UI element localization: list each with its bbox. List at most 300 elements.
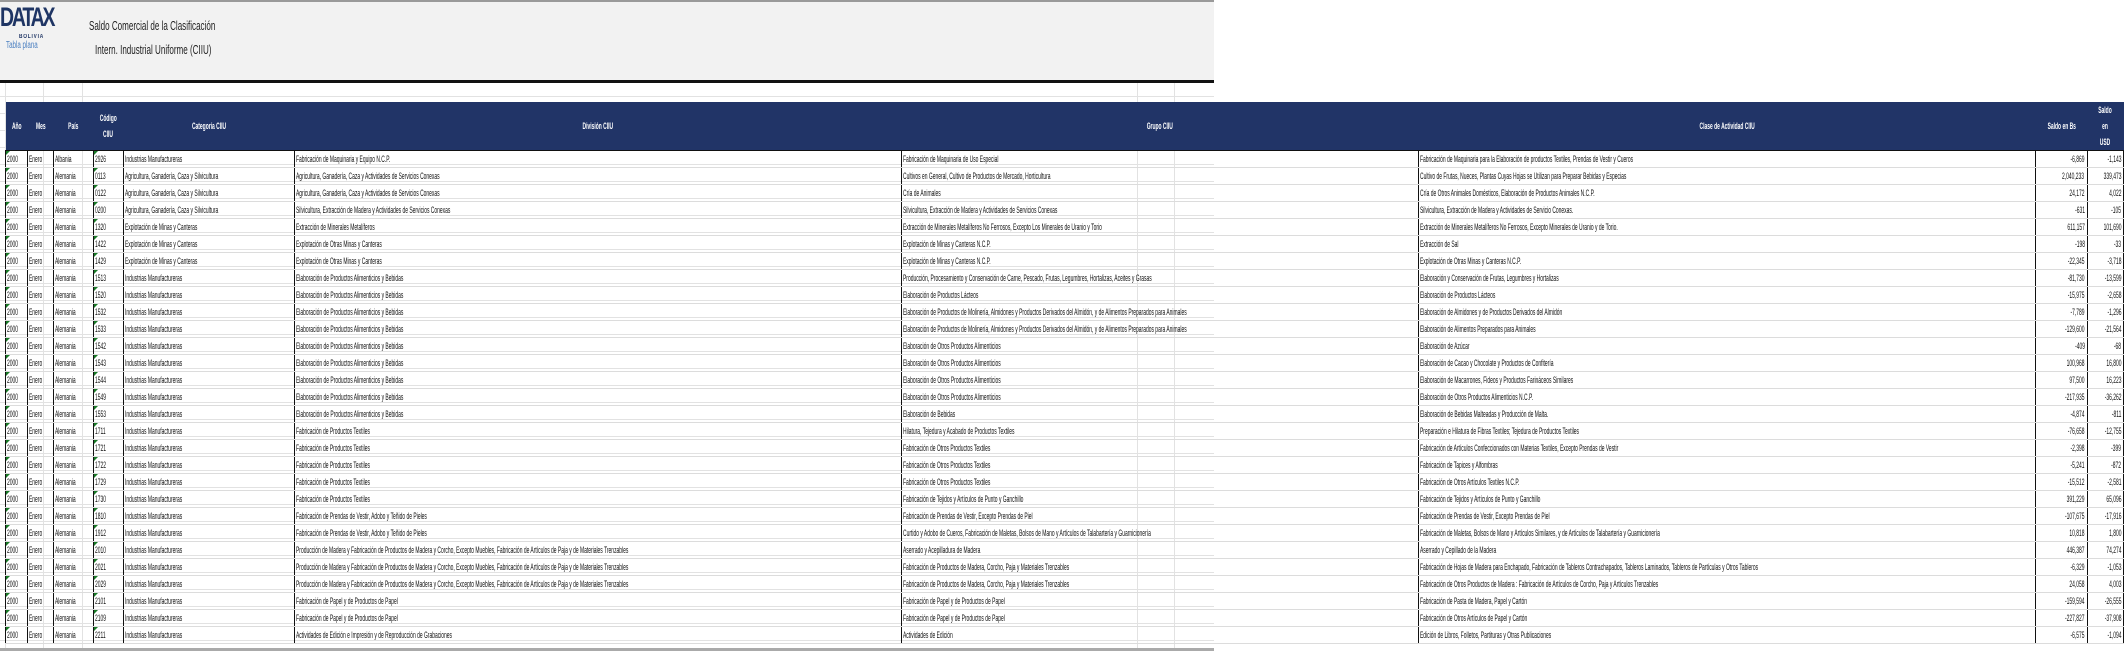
tabla-plana-link[interactable]: Tabla plana: [6, 40, 38, 51]
cell-group[interactable]: Extracción de Minerales Metalíferos No Ferrosos, Excepto Los Minerales de Uranio y Torio: [901, 219, 1419, 236]
cell-balance-bs[interactable]: -409: [2036, 338, 2088, 355]
cell-code[interactable]: 1544: [93, 372, 123, 389]
cell-class[interactable]: Fabricación de Pasta de Madera, Papel y Cartón: [1419, 593, 2036, 610]
cell-category[interactable]: Explotación de Minas y Canteras: [123, 219, 295, 236]
cell-country[interactable]: Alemania: [54, 406, 94, 423]
cell-balance-bs[interactable]: -15,512: [2036, 474, 2088, 491]
cell-code[interactable]: 1730: [93, 491, 123, 508]
cell-country[interactable]: Alemania: [54, 287, 94, 304]
cell-year[interactable]: 2000: [6, 372, 28, 389]
cell-division[interactable]: Fabricación de Papel y de Productos de Papel: [295, 593, 901, 610]
cell-balance-usd[interactable]: -17,916: [2087, 508, 2124, 525]
cell-group[interactable]: Elaboración de Otros Productos Alimenticios: [901, 389, 1419, 406]
cell-balance-usd[interactable]: 4,003: [2087, 576, 2124, 593]
cell-class[interactable]: Fabricación de Prendas de Vestir, Excepto Prendas de Piel: [1419, 508, 2036, 525]
cell-country[interactable]: Albania: [54, 151, 94, 168]
cell-category[interactable]: Industrias Manufactureras: [123, 389, 295, 406]
cell-division[interactable]: Producción de Madera y Fabricación de Productos de Madera y Corcho, Excepto Muebles, Fabricación de Artículos de Paja y de Materiales Trenzables: [295, 559, 901, 576]
cell-balance-bs[interactable]: 24,058: [2036, 576, 2088, 593]
cell-year[interactable]: 2000: [6, 491, 28, 508]
cell-code[interactable]: 1320: [93, 219, 123, 236]
cell-category[interactable]: Industrias Manufactureras: [123, 372, 295, 389]
cell-group[interactable]: Cría de Animales: [901, 185, 1419, 202]
cell-month[interactable]: Enero: [28, 253, 54, 270]
cell-year[interactable]: 2000: [6, 542, 28, 559]
cell-month[interactable]: Enero: [28, 457, 54, 474]
cell-code[interactable]: 1810: [93, 508, 123, 525]
cell-class[interactable]: Elaboración de Alimentos Preparados para Animales: [1419, 321, 2036, 338]
column-header-country[interactable]: País: [54, 102, 94, 151]
cell-division[interactable]: Elaboración de Productos Alimenticios y Bebidas: [295, 355, 901, 372]
cell-category[interactable]: Agricultura, Ganadería, Caza y Silvicultura: [123, 185, 295, 202]
cell-group[interactable]: Elaboración de Otros Productos Alimenticios: [901, 355, 1419, 372]
cell-category[interactable]: Industrias Manufactureras: [123, 406, 295, 423]
column-header-group[interactable]: Grupo CIIU: [901, 102, 1419, 151]
cell-month[interactable]: Enero: [28, 338, 54, 355]
cell-group[interactable]: Elaboración de Otros Productos Alimenticios: [901, 372, 1419, 389]
cell-month[interactable]: Enero: [28, 372, 54, 389]
cell-balance-bs[interactable]: 24,172: [2036, 185, 2088, 202]
cell-category[interactable]: Explotación de Minas y Canteras: [123, 236, 295, 253]
cell-group[interactable]: Elaboración de Productos Lácteos: [901, 287, 1419, 304]
cell-country[interactable]: Alemania: [54, 185, 94, 202]
cell-division[interactable]: Fabricación de Prendas de Vestir, Adobo y Teñido de Pieles: [295, 525, 901, 542]
cell-group[interactable]: Explotación de Minas y Canteras N.C.P.: [901, 236, 1419, 253]
cell-balance-usd[interactable]: -2,581: [2087, 474, 2124, 491]
cell-division[interactable]: Agricultura, Ganadería, Caza y Actividades de Servicios Conexas: [295, 168, 901, 185]
cell-balance-bs[interactable]: 391,229: [2036, 491, 2088, 508]
cell-year[interactable]: 2000: [6, 185, 28, 202]
cell-category[interactable]: Industrias Manufactureras: [123, 559, 295, 576]
cell-country[interactable]: Alemania: [54, 610, 94, 627]
cell-balance-bs[interactable]: -15,975: [2036, 287, 2088, 304]
cell-year[interactable]: 2000: [6, 202, 28, 219]
cell-division[interactable]: Explotación de Otras Minas y Canteras: [295, 253, 901, 270]
cell-balance-usd[interactable]: -872: [2087, 457, 2124, 474]
cell-balance-bs[interactable]: 97,500: [2036, 372, 2088, 389]
cell-class[interactable]: Fabricación de Maletas, Bolsos de Mano y Artículos Similares, y de Artículos de Talabartería y Guarnicionería: [1419, 525, 2036, 542]
cell-balance-usd[interactable]: -36,262: [2087, 389, 2124, 406]
cell-country[interactable]: Alemania: [54, 168, 94, 185]
cell-country[interactable]: Alemania: [54, 423, 94, 440]
cell-year[interactable]: 2000: [6, 151, 28, 168]
cell-balance-bs[interactable]: 2,040,233: [2036, 168, 2088, 185]
cell-balance-usd[interactable]: 16,800: [2087, 355, 2124, 372]
cell-class[interactable]: Elaboración de Otros Productos Alimenticios N.C.P.: [1419, 389, 2036, 406]
cell-category[interactable]: Industrias Manufactureras: [123, 287, 295, 304]
cell-country[interactable]: Alemania: [54, 372, 94, 389]
cell-category[interactable]: Industrias Manufactureras: [123, 440, 295, 457]
cell-class[interactable]: Fabricación de Tejidos y Artículos de Punto y Ganchillo: [1419, 491, 2036, 508]
cell-month[interactable]: Enero: [28, 627, 54, 644]
cell-code[interactable]: 1520: [93, 287, 123, 304]
cell-division[interactable]: Fabricación de Productos Textiles: [295, 440, 901, 457]
cell-year[interactable]: 2000: [6, 338, 28, 355]
cell-division[interactable]: Producción de Madera y Fabricación de Productos de Madera y Corcho, Excepto Muebles, Fabricación de Artículos de Paja y de Materiales Trenzables: [295, 576, 901, 593]
cell-category[interactable]: Industrias Manufactureras: [123, 457, 295, 474]
cell-country[interactable]: Alemania: [54, 236, 94, 253]
cell-balance-bs[interactable]: -22,345: [2036, 253, 2088, 270]
cell-group[interactable]: Aserrado y Acepilladura de Madera: [901, 542, 1419, 559]
cell-code[interactable]: 1722: [93, 457, 123, 474]
cell-code[interactable]: 2101: [93, 593, 123, 610]
cell-category[interactable]: Industrias Manufactureras: [123, 508, 295, 525]
cell-year[interactable]: 2000: [6, 168, 28, 185]
cell-balance-usd[interactable]: -811: [2087, 406, 2124, 423]
cell-division[interactable]: Silvicultura, Extracción de Madera y Actividades de Servicios Conexas: [295, 202, 901, 219]
cell-category[interactable]: Industrias Manufactureras: [123, 338, 295, 355]
column-header-code[interactable]: Código CIIU: [93, 102, 123, 151]
cell-division[interactable]: Elaboración de Productos Alimenticios y Bebidas: [295, 406, 901, 423]
cell-class[interactable]: Elaboración de Productos Lácteos: [1419, 287, 2036, 304]
cell-balance-bs[interactable]: -631: [2036, 202, 2088, 219]
cell-year[interactable]: 2000: [6, 525, 28, 542]
cell-country[interactable]: Alemania: [54, 525, 94, 542]
cell-month[interactable]: Enero: [28, 406, 54, 423]
cell-category[interactable]: Industrias Manufactureras: [123, 610, 295, 627]
cell-category[interactable]: Industrias Manufactureras: [123, 627, 295, 644]
cell-year[interactable]: 2000: [6, 508, 28, 525]
cell-country[interactable]: Alemania: [54, 304, 94, 321]
cell-class[interactable]: Elaboración de Azúcar: [1419, 338, 2036, 355]
cell-country[interactable]: Alemania: [54, 219, 94, 236]
cell-code[interactable]: 1542: [93, 338, 123, 355]
cell-month[interactable]: Enero: [28, 168, 54, 185]
cell-class[interactable]: Elaboración y Conservación de Frutas, Legumbres y Hortalizas: [1419, 270, 2036, 287]
cell-month[interactable]: Enero: [28, 304, 54, 321]
cell-country[interactable]: Alemania: [54, 491, 94, 508]
cell-code[interactable]: 1549: [93, 389, 123, 406]
cell-class[interactable]: Edición de Libros, Folletos, Partituras y Otras Publicaciones: [1419, 627, 2036, 644]
cell-category[interactable]: Industrias Manufactureras: [123, 474, 295, 491]
cell-category[interactable]: Industrias Manufactureras: [123, 576, 295, 593]
cell-month[interactable]: Enero: [28, 440, 54, 457]
cell-division[interactable]: Elaboración de Productos Alimenticios y Bebidas: [295, 321, 901, 338]
cell-country[interactable]: Alemania: [54, 389, 94, 406]
cell-year[interactable]: 2000: [6, 389, 28, 406]
cell-division[interactable]: Elaboración de Productos Alimenticios y Bebidas: [295, 287, 901, 304]
cell-group[interactable]: Fabricación de Maquinaria de Uso Especial: [901, 151, 1419, 168]
cell-balance-bs[interactable]: 446,387: [2036, 542, 2088, 559]
cell-balance-bs[interactable]: -76,658: [2036, 423, 2088, 440]
cell-country[interactable]: Alemania: [54, 440, 94, 457]
cell-category[interactable]: Explotación de Minas y Canteras: [123, 253, 295, 270]
cell-year[interactable]: 2000: [6, 576, 28, 593]
cell-code[interactable]: 1912: [93, 525, 123, 542]
cell-code[interactable]: 1422: [93, 236, 123, 253]
cell-year[interactable]: 2000: [6, 236, 28, 253]
cell-group[interactable]: Elaboración de Productos de Molinería, Almidones y Productos Derivados del Almidón, y de Alimentos Preparados para Animales: [901, 304, 1419, 321]
cell-code[interactable]: 1533: [93, 321, 123, 338]
cell-month[interactable]: Enero: [28, 610, 54, 627]
cell-division[interactable]: Extracción de Minerales Metalíferos: [295, 219, 901, 236]
cell-balance-usd[interactable]: 16,223: [2087, 372, 2124, 389]
cell-balance-bs[interactable]: -129,600: [2036, 321, 2088, 338]
cell-balance-bs[interactable]: -81,730: [2036, 270, 2088, 287]
cell-group[interactable]: Elaboración de Productos de Molinería, Almidones y Productos Derivados del Almidón, y de Alimentos Preparados para Animales: [901, 321, 1419, 338]
cell-category[interactable]: Industrias Manufactureras: [123, 151, 295, 168]
cell-category[interactable]: Agricultura, Ganadería, Caza y Silvicultura: [123, 168, 295, 185]
cell-division[interactable]: Explotación de Otras Minas y Canteras: [295, 236, 901, 253]
cell-code[interactable]: 1553: [93, 406, 123, 423]
cell-group[interactable]: Elaboración de Bebidas: [901, 406, 1419, 423]
cell-category[interactable]: Industrias Manufactureras: [123, 423, 295, 440]
cell-month[interactable]: Enero: [28, 219, 54, 236]
cell-month[interactable]: Enero: [28, 576, 54, 593]
cell-class[interactable]: Fabricación de Hojas de Madera para Enchapado, Fabricación de Tableros Contrachapados, Tableros Laminados, Tableros de Partículas y Otros Tableros: [1419, 559, 2036, 576]
cell-group[interactable]: Producción, Procesamiento y Conservación de Carne, Pescado, Frutas, Legumbres, Hortalizas, Aceites y Grasas: [901, 270, 1419, 287]
cell-balance-usd[interactable]: -21,564: [2087, 321, 2124, 338]
cell-group[interactable]: Fabricación de Otros Productos Textiles: [901, 440, 1419, 457]
cell-group[interactable]: Fabricación de Productos de Madera, Corcho, Paja y Materiales Trenzables: [901, 576, 1419, 593]
cell-year[interactable]: 2000: [6, 627, 28, 644]
cell-class[interactable]: Elaboración de Macarrones, Fideos y Productos Farináceos Similares: [1419, 372, 2036, 389]
cell-class[interactable]: Preparación e Hilatura de Fibras Textiles; Tejedura de Productos Textiles: [1419, 423, 2036, 440]
cell-balance-bs[interactable]: -6,869: [2036, 151, 2088, 168]
cell-group[interactable]: Actividades de Edición: [901, 627, 1419, 644]
cell-month[interactable]: Enero: [28, 202, 54, 219]
cell-year[interactable]: 2000: [6, 219, 28, 236]
cell-balance-bs[interactable]: -6,329: [2036, 559, 2088, 576]
cell-division[interactable]: Fabricación de Productos Textiles: [295, 474, 901, 491]
cell-code[interactable]: 2109: [93, 610, 123, 627]
cell-month[interactable]: Enero: [28, 321, 54, 338]
cell-class[interactable]: Fabricación de Artículos Confeccionados con Materias Textiles, Excepto Prendas de Vestir: [1419, 440, 2036, 457]
cell-country[interactable]: Alemania: [54, 355, 94, 372]
cell-balance-bs[interactable]: -198: [2036, 236, 2088, 253]
cell-month[interactable]: Enero: [28, 525, 54, 542]
cell-category[interactable]: Agricultura, Ganadería, Caza y Silvicultura: [123, 202, 295, 219]
cell-balance-usd[interactable]: -13,599: [2087, 270, 2124, 287]
cell-group[interactable]: Elaboración de Otros Productos Alimenticios: [901, 338, 1419, 355]
cell-balance-bs[interactable]: -4,874: [2036, 406, 2088, 423]
cell-month[interactable]: Enero: [28, 270, 54, 287]
cell-category[interactable]: Industrias Manufactureras: [123, 304, 295, 321]
cell-code[interactable]: 0122: [93, 185, 123, 202]
cell-class[interactable]: Silvicultura, Extracción de Madera y Actividades de Servicio Conexas.: [1419, 202, 2036, 219]
cell-country[interactable]: Alemania: [54, 474, 94, 491]
cell-balance-bs[interactable]: -159,594: [2036, 593, 2088, 610]
cell-class[interactable]: Explotación de Otras Minas y Canteras N.C.P.: [1419, 253, 2036, 270]
cell-code[interactable]: 2029: [93, 576, 123, 593]
cell-year[interactable]: 2000: [6, 355, 28, 372]
cell-code[interactable]: 0113: [93, 168, 123, 185]
cell-month[interactable]: Enero: [28, 542, 54, 559]
cell-balance-bs[interactable]: -2,398: [2036, 440, 2088, 457]
cell-class[interactable]: Aserrado y Cepillado de la Madera: [1419, 542, 2036, 559]
cell-month[interactable]: Enero: [28, 389, 54, 406]
cell-month[interactable]: Enero: [28, 236, 54, 253]
cell-balance-usd[interactable]: -26,555: [2087, 593, 2124, 610]
cell-division[interactable]: Agricultura, Ganadería, Caza y Actividades de Servicios Conexas: [295, 185, 901, 202]
cell-division[interactable]: Fabricación de Maquinaria y Equipo N.C.P.: [295, 151, 901, 168]
cell-balance-bs[interactable]: -217,935: [2036, 389, 2088, 406]
cell-country[interactable]: Alemania: [54, 202, 94, 219]
cell-year[interactable]: 2000: [6, 287, 28, 304]
cell-group[interactable]: Fabricación de Prendas de Vestir, Excepto Prendas de Piel: [901, 508, 1419, 525]
cell-country[interactable]: Alemania: [54, 559, 94, 576]
cell-group[interactable]: Fabricación de Otros Productos Textiles: [901, 474, 1419, 491]
cell-month[interactable]: Enero: [28, 287, 54, 304]
cell-balance-usd[interactable]: 74,274: [2087, 542, 2124, 559]
cell-balance-usd[interactable]: -68: [2087, 338, 2124, 355]
cell-country[interactable]: Alemania: [54, 627, 94, 644]
cell-class[interactable]: Extracción de Minerales Metalíferos No Ferrosos, Excepto Minerales de Uranio y de Torio.: [1419, 219, 2036, 236]
cell-class[interactable]: Cultivo de Frutas, Nueces, Plantas Cuyas Hojas se Utilizan para Preparar Bebidas y Especias: [1419, 168, 2036, 185]
cell-year[interactable]: 2000: [6, 423, 28, 440]
cell-division[interactable]: Fabricación de Productos Textiles: [295, 457, 901, 474]
cell-balance-bs[interactable]: -5,241: [2036, 457, 2088, 474]
cell-division[interactable]: Elaboración de Productos Alimenticios y Bebidas: [295, 304, 901, 321]
cell-balance-bs[interactable]: -6,575: [2036, 627, 2088, 644]
cell-class[interactable]: Cría de Otros Animales Domésticos, Elaboración de Productos Animales N.C.P.: [1419, 185, 2036, 202]
cell-balance-bs[interactable]: 100,968: [2036, 355, 2088, 372]
cell-country[interactable]: Alemania: [54, 253, 94, 270]
cell-code[interactable]: 1543: [93, 355, 123, 372]
cell-balance-usd[interactable]: -1,053: [2087, 559, 2124, 576]
cell-code[interactable]: 1532: [93, 304, 123, 321]
cell-class[interactable]: Elaboración de Bebidas Malteadas y Producción de Malta.: [1419, 406, 2036, 423]
cell-balance-usd[interactable]: -3,718: [2087, 253, 2124, 270]
cell-balance-usd[interactable]: -37,908: [2087, 610, 2124, 627]
cell-class[interactable]: Extracción de Sal: [1419, 236, 2036, 253]
cell-code[interactable]: 1711: [93, 423, 123, 440]
cell-year[interactable]: 2000: [6, 559, 28, 576]
cell-year[interactable]: 2000: [6, 321, 28, 338]
cell-year[interactable]: 2000: [6, 440, 28, 457]
column-header-balance-bs[interactable]: Saldo en Bs: [2036, 102, 2088, 151]
column-header-category[interactable]: Categoría CIIU: [123, 102, 295, 151]
cell-year[interactable]: 2000: [6, 593, 28, 610]
cell-balance-usd[interactable]: -1,143: [2087, 151, 2124, 168]
cell-balance-usd[interactable]: -2,658: [2087, 287, 2124, 304]
cell-year[interactable]: 2000: [6, 270, 28, 287]
cell-group[interactable]: Fabricación de Papel y de Productos de Papel: [901, 610, 1419, 627]
cell-month[interactable]: Enero: [28, 508, 54, 525]
column-header-division[interactable]: División CIIU: [295, 102, 901, 151]
cell-class[interactable]: Fabricación de Otros Productos de Madera : Fabricación de Artículos de Corcho, Paja y Artículos Trenzables: [1419, 576, 2036, 593]
cell-division[interactable]: Elaboración de Productos Alimenticios y Bebidas: [295, 270, 901, 287]
cell-month[interactable]: Enero: [28, 355, 54, 372]
cell-month[interactable]: Enero: [28, 423, 54, 440]
cell-year[interactable]: 2000: [6, 457, 28, 474]
cell-country[interactable]: Alemania: [54, 338, 94, 355]
cell-country[interactable]: Alemania: [54, 576, 94, 593]
cell-month[interactable]: Enero: [28, 593, 54, 610]
cell-division[interactable]: Producción de Madera y Fabricación de Productos de Madera y Corcho, Excepto Muebles, Fabricación de Artículos de Paja y de Materiales Trenzables: [295, 542, 901, 559]
cell-group[interactable]: Explotación de Minas y Canteras N.C.P.: [901, 253, 1419, 270]
cell-year[interactable]: 2000: [6, 304, 28, 321]
cell-code[interactable]: 2926: [93, 151, 123, 168]
cell-balance-usd[interactable]: 101,690: [2087, 219, 2124, 236]
cell-division[interactable]: Elaboración de Productos Alimenticios y Bebidas: [295, 389, 901, 406]
cell-group[interactable]: Cultivos en General, Cultivo de Productos de Mercado, Horticultura: [901, 168, 1419, 185]
cell-balance-usd[interactable]: -399: [2087, 440, 2124, 457]
cell-group[interactable]: Fabricación de Papel y de Productos de Papel: [901, 593, 1419, 610]
cell-month[interactable]: Enero: [28, 474, 54, 491]
cell-category[interactable]: Industrias Manufactureras: [123, 355, 295, 372]
column-header-year[interactable]: Año: [6, 102, 28, 151]
cell-category[interactable]: Industrias Manufactureras: [123, 593, 295, 610]
cell-code[interactable]: 1513: [93, 270, 123, 287]
cell-group[interactable]: Hilatura, Tejedura y Acabado de Productos Textiles: [901, 423, 1419, 440]
cell-year[interactable]: 2000: [6, 253, 28, 270]
cell-class[interactable]: Elaboración de Cacao y Chocolate y Productos de Confitería: [1419, 355, 2036, 372]
cell-class[interactable]: Fabricación de Tapices y Alfombras: [1419, 457, 2036, 474]
cell-country[interactable]: Alemania: [54, 508, 94, 525]
cell-category[interactable]: Industrias Manufactureras: [123, 542, 295, 559]
cell-group[interactable]: Curtido y Adobo de Cueros, Fabricación de Maletas, Bolsos de Mano y Artículos de Talabartería y Guarnicionería: [901, 525, 1419, 542]
cell-balance-bs[interactable]: -227,827: [2036, 610, 2088, 627]
cell-balance-usd[interactable]: -1,296: [2087, 304, 2124, 321]
cell-month[interactable]: Enero: [28, 559, 54, 576]
cell-year[interactable]: 2000: [6, 610, 28, 627]
cell-balance-usd[interactable]: 1,800: [2087, 525, 2124, 542]
cell-balance-usd[interactable]: 339,473: [2087, 168, 2124, 185]
cell-code[interactable]: 1729: [93, 474, 123, 491]
cell-category[interactable]: Industrias Manufactureras: [123, 525, 295, 542]
cell-class[interactable]: Fabricación de Otros Artículos de Papel y Cartón: [1419, 610, 2036, 627]
cell-division[interactable]: Fabricación de Productos Textiles: [295, 491, 901, 508]
cell-country[interactable]: Alemania: [54, 270, 94, 287]
cell-balance-usd[interactable]: 4,022: [2087, 185, 2124, 202]
cell-group[interactable]: Silvicultura, Extracción de Madera y Actividades de Servicios Conexas: [901, 202, 1419, 219]
cell-month[interactable]: Enero: [28, 491, 54, 508]
cell-balance-bs[interactable]: -7,789: [2036, 304, 2088, 321]
cell-code[interactable]: 2211: [93, 627, 123, 644]
cell-code[interactable]: 2010: [93, 542, 123, 559]
cell-category[interactable]: Industrias Manufactureras: [123, 491, 295, 508]
cell-division[interactable]: Elaboración de Productos Alimenticios y Bebidas: [295, 338, 901, 355]
cell-balance-bs[interactable]: 10,818: [2036, 525, 2088, 542]
cell-balance-usd[interactable]: -12,755: [2087, 423, 2124, 440]
cell-class[interactable]: Fabricación de Otros Artículos Textiles N.C.P.: [1419, 474, 2036, 491]
cell-code[interactable]: 1721: [93, 440, 123, 457]
cell-country[interactable]: Alemania: [54, 542, 94, 559]
cell-balance-bs[interactable]: -107,675: [2036, 508, 2088, 525]
cell-country[interactable]: Alemania: [54, 321, 94, 338]
cell-division[interactable]: Actividades de Edición e Impresión y de Reproducción de Grabaciones: [295, 627, 901, 644]
cell-balance-usd[interactable]: -105: [2087, 202, 2124, 219]
cell-country[interactable]: Alemania: [54, 593, 94, 610]
cell-division[interactable]: Fabricación de Productos Textiles: [295, 423, 901, 440]
cell-class[interactable]: Fabricación de Maquinaria para la Elaboración de productos Textiles, Prendas de Vestir y Cueros: [1419, 151, 2036, 168]
cell-division[interactable]: Fabricación de Papel y de Productos de Papel: [295, 610, 901, 627]
cell-class[interactable]: Elaboración de Almidones y de Productos Derivados del Almidón: [1419, 304, 2036, 321]
cell-code[interactable]: 0200: [93, 202, 123, 219]
column-header-month[interactable]: Mes: [28, 102, 54, 151]
cell-code[interactable]: 2021: [93, 559, 123, 576]
cell-month[interactable]: Enero: [28, 151, 54, 168]
cell-division[interactable]: Fabricación de Prendas de Vestir, Adobo y Teñido de Pieles: [295, 508, 901, 525]
cell-balance-bs[interactable]: 611,157: [2036, 219, 2088, 236]
cell-group[interactable]: Fabricación de Tejidos y Artículos de Punto y Ganchillo: [901, 491, 1419, 508]
column-header-class[interactable]: Clase de Actividad CIIU: [1419, 102, 2036, 151]
cell-year[interactable]: 2000: [6, 474, 28, 491]
cell-category[interactable]: Industrias Manufactureras: [123, 321, 295, 338]
cell-division[interactable]: Elaboración de Productos Alimenticios y Bebidas: [295, 372, 901, 389]
cell-category[interactable]: Industrias Manufactureras: [123, 270, 295, 287]
cell-country[interactable]: Alemania: [54, 457, 94, 474]
cell-group[interactable]: Fabricación de Productos de Madera, Corcho, Paja y Materiales Trenzables: [901, 559, 1419, 576]
cell-month[interactable]: Enero: [28, 185, 54, 202]
column-header-balance-usd[interactable]: Saldo en USD: [2087, 102, 2124, 151]
cell-balance-usd[interactable]: -33: [2087, 236, 2124, 253]
cell-group[interactable]: Fabricación de Otros Productos Textiles: [901, 457, 1419, 474]
cell-balance-usd[interactable]: 65,096: [2087, 491, 2124, 508]
cell-code[interactable]: 1429: [93, 253, 123, 270]
cell-year[interactable]: 2000: [6, 406, 28, 423]
